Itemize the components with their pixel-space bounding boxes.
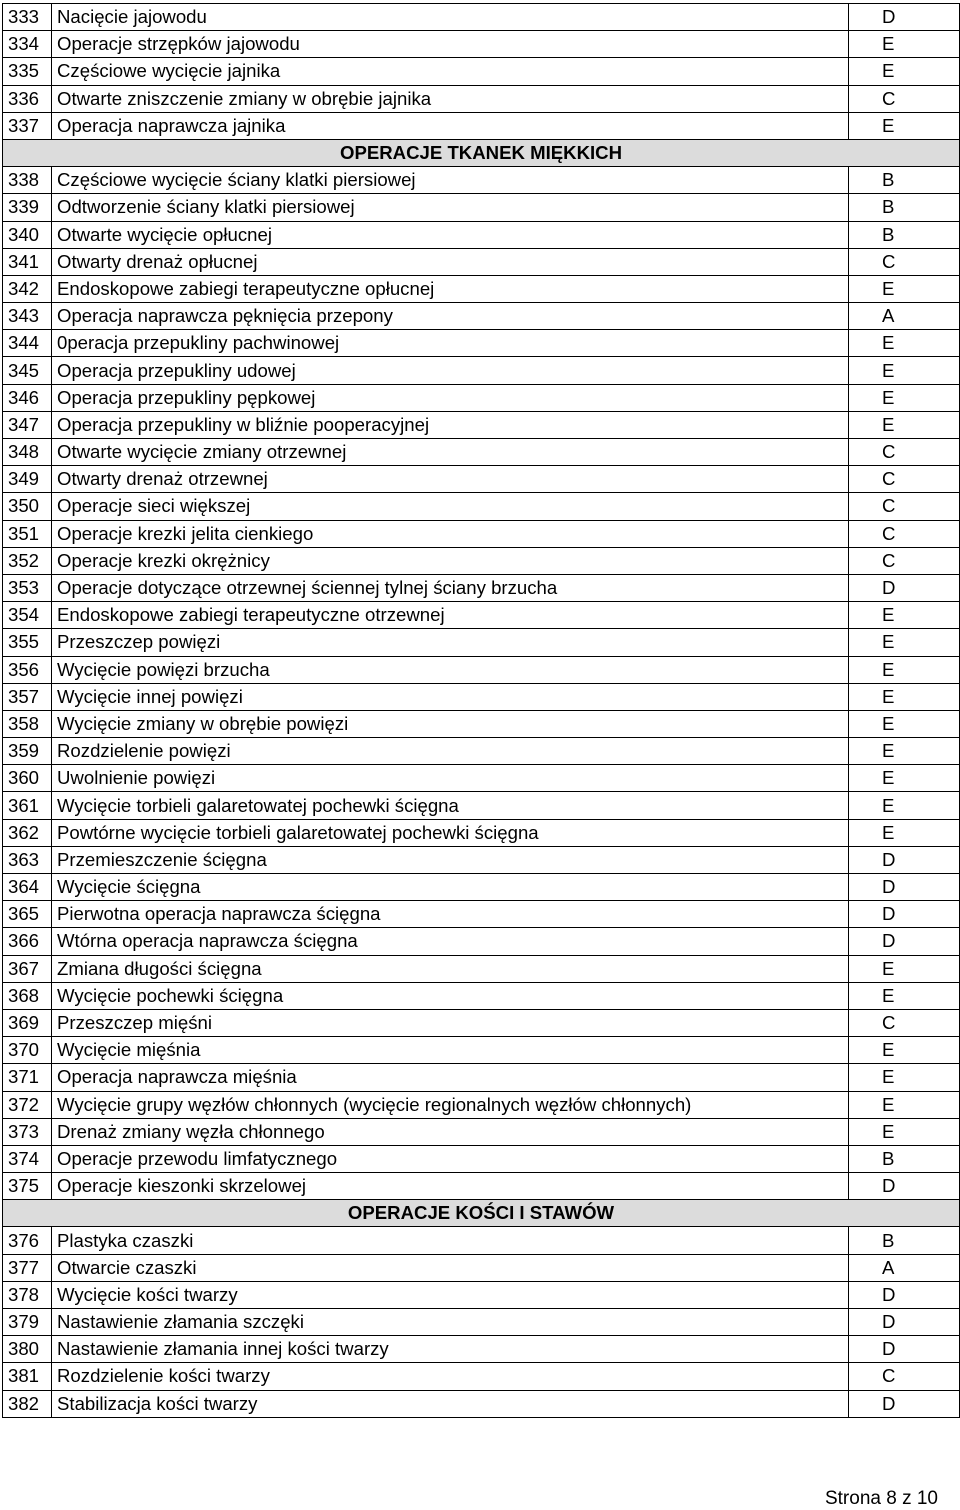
procedure-category: E — [849, 1118, 960, 1145]
procedure-name: Wycięcie mięśnia — [52, 1037, 849, 1064]
procedure-category: B — [849, 1227, 960, 1254]
procedure-name: Otwarte zniszczenie zmiany w obrębie jajnika — [52, 85, 849, 112]
procedure-name: Wycięcie ścięgna — [52, 874, 849, 901]
procedure-number: 343 — [3, 303, 52, 330]
procedure-number: 366 — [3, 928, 52, 955]
table-row — [3, 738, 960, 765]
procedure-category: E — [849, 629, 960, 656]
table-row — [3, 221, 960, 248]
procedure-name: Wycięcie torbieli galaretowatej pochewki ścięgna — [52, 792, 849, 819]
table-row — [3, 1281, 960, 1308]
procedure-category: E — [849, 656, 960, 683]
procedure-number: 342 — [3, 275, 52, 302]
procedure-number: 378 — [3, 1281, 52, 1308]
procedure-number: 362 — [3, 819, 52, 846]
procedure-category: D — [849, 1173, 960, 1200]
procedure-number: 363 — [3, 846, 52, 873]
table-row — [3, 248, 960, 275]
procedure-name: Odtworzenie ściany klatki piersiowej — [52, 194, 849, 221]
procedure-name: Operacje krezki okrężnicy — [52, 547, 849, 574]
table-row — [3, 303, 960, 330]
procedure-name: Operacje dotyczące otrzewnej ściennej tylnej ściany brzucha — [52, 574, 849, 601]
table-row — [3, 520, 960, 547]
procedure-name: Nastawienie złamania innej kości twarzy — [52, 1336, 849, 1363]
procedure-category: E — [849, 58, 960, 85]
table-row — [3, 901, 960, 928]
table-row — [3, 1064, 960, 1091]
procedure-category: E — [849, 1037, 960, 1064]
procedure-number: 356 — [3, 656, 52, 683]
procedure-name: Uwolnienie powięzi — [52, 765, 849, 792]
procedure-name: Nacięcie jajowodu — [52, 4, 849, 31]
procedure-number: 357 — [3, 683, 52, 710]
procedure-name: Powtórne wycięcie torbieli galaretowatej pochewki ścięgna — [52, 819, 849, 846]
table-row — [3, 574, 960, 601]
procedure-name: Operacje strzępków jajowodu — [52, 31, 849, 58]
procedure-number: 339 — [3, 194, 52, 221]
procedure-number: 348 — [3, 439, 52, 466]
procedure-number: 372 — [3, 1091, 52, 1118]
table-row — [3, 982, 960, 1009]
procedure-category: B — [849, 221, 960, 248]
procedures-table — [2, 3, 960, 1418]
procedure-name: Zmiana długości ścięgna — [52, 955, 849, 982]
table-row — [3, 4, 960, 31]
procedure-number: 370 — [3, 1037, 52, 1064]
table-row — [3, 656, 960, 683]
table-row — [3, 1009, 960, 1036]
table-row — [3, 384, 960, 411]
procedure-category: E — [849, 1091, 960, 1118]
procedure-category: A — [849, 1254, 960, 1281]
section-header-row — [3, 139, 960, 166]
table-row — [3, 112, 960, 139]
procedure-category: C — [849, 547, 960, 574]
procedure-category: D — [849, 874, 960, 901]
procedure-name: 0peracja przepukliny pachwinowej — [52, 330, 849, 357]
procedure-name: Wtórna operacja naprawcza ścięgna — [52, 928, 849, 955]
procedure-category: D — [849, 928, 960, 955]
procedure-name: Wycięcie powięzi brzucha — [52, 656, 849, 683]
procedure-number: 354 — [3, 602, 52, 629]
procedure-name: Otwarcie czaszki — [52, 1254, 849, 1281]
procedure-number: 335 — [3, 58, 52, 85]
procedure-number: 333 — [3, 4, 52, 31]
procedure-name: Operacje kieszonki skrzelowej — [52, 1173, 849, 1200]
table-row — [3, 58, 960, 85]
procedure-category: E — [849, 683, 960, 710]
procedure-name: Otwarte wycięcie opłucnej — [52, 221, 849, 248]
procedure-name: Operacja naprawcza jajnika — [52, 112, 849, 139]
table-row — [3, 846, 960, 873]
procedure-name: Endoskopowe zabiegi terapeutyczne otrzewnej — [52, 602, 849, 629]
procedure-category: B — [849, 167, 960, 194]
procedure-number: 341 — [3, 248, 52, 275]
procedure-category: E — [849, 982, 960, 1009]
procedure-number: 352 — [3, 547, 52, 574]
procedure-name: Stabilizacja kości twarzy — [52, 1390, 849, 1417]
procedure-number: 338 — [3, 167, 52, 194]
table-row — [3, 1118, 960, 1145]
procedure-number: 347 — [3, 411, 52, 438]
procedure-name: Plastyka czaszki — [52, 1227, 849, 1254]
table-row — [3, 765, 960, 792]
table-row — [3, 792, 960, 819]
procedure-category: C — [849, 1009, 960, 1036]
procedure-number: 382 — [3, 1390, 52, 1417]
procedure-number: 374 — [3, 1145, 52, 1172]
table-row — [3, 928, 960, 955]
procedure-category: A — [849, 303, 960, 330]
procedure-number: 368 — [3, 982, 52, 1009]
procedure-category: C — [849, 1363, 960, 1390]
procedure-category: D — [849, 1281, 960, 1308]
procedure-category: E — [849, 275, 960, 302]
procedure-category: C — [849, 85, 960, 112]
procedure-name: Wycięcie kości twarzy — [52, 1281, 849, 1308]
page-number: Strona 8 z 10 — [824, 1488, 938, 1509]
procedure-category: E — [849, 411, 960, 438]
procedure-number: 353 — [3, 574, 52, 601]
procedure-name: Operacje sieci większej — [52, 493, 849, 520]
table-row — [3, 1363, 960, 1390]
procedure-category: D — [849, 1309, 960, 1336]
table-row — [3, 411, 960, 438]
procedure-name: Otwarty drenaż opłucnej — [52, 248, 849, 275]
procedure-number: 361 — [3, 792, 52, 819]
procedure-name: Rozdzielenie powięzi — [52, 738, 849, 765]
procedure-category: E — [849, 384, 960, 411]
procedure-name: Operacja przepukliny pępkowej — [52, 384, 849, 411]
section-title: OPERACJE TKANEK MIĘKKICH — [3, 139, 960, 166]
procedure-name: Pierwotna operacja naprawcza ścięgna — [52, 901, 849, 928]
procedure-number: 375 — [3, 1173, 52, 1200]
procedure-number: 376 — [3, 1227, 52, 1254]
procedure-name: Częściowe wycięcie ściany klatki piersiowej — [52, 167, 849, 194]
procedure-number: 365 — [3, 901, 52, 928]
table-row — [3, 819, 960, 846]
procedure-category: E — [849, 819, 960, 846]
table-row — [3, 1145, 960, 1172]
section-header-row — [3, 1200, 960, 1227]
procedure-name: Otwarty drenaż otrzewnej — [52, 466, 849, 493]
procedure-category: C — [849, 248, 960, 275]
procedure-number: 373 — [3, 1118, 52, 1145]
table-row — [3, 167, 960, 194]
procedure-name: Przemieszczenie ścięgna — [52, 846, 849, 873]
procedure-category: D — [849, 1390, 960, 1417]
procedure-name: Otwarte wycięcie zmiany otrzewnej — [52, 439, 849, 466]
procedure-number: 358 — [3, 710, 52, 737]
procedure-number: 359 — [3, 738, 52, 765]
procedure-name: Wycięcie pochewki ścięgna — [52, 982, 849, 1009]
procedure-category: D — [849, 901, 960, 928]
procedure-category: D — [849, 846, 960, 873]
procedure-number: 349 — [3, 466, 52, 493]
table-row — [3, 629, 960, 656]
procedure-number: 344 — [3, 330, 52, 357]
table-row — [3, 683, 960, 710]
procedure-category: E — [849, 955, 960, 982]
procedure-number: 355 — [3, 629, 52, 656]
procedure-number: 350 — [3, 493, 52, 520]
procedure-name: Operacje krezki jelita cienkiego — [52, 520, 849, 547]
procedure-category: C — [849, 439, 960, 466]
table-row — [3, 439, 960, 466]
procedure-number: 351 — [3, 520, 52, 547]
procedure-category: C — [849, 493, 960, 520]
procedure-number: 377 — [3, 1254, 52, 1281]
procedure-category: D — [849, 4, 960, 31]
procedure-category: E — [849, 792, 960, 819]
procedure-number: 360 — [3, 765, 52, 792]
procedure-number: 369 — [3, 1009, 52, 1036]
procedure-category: B — [849, 1145, 960, 1172]
procedure-name: Przeszczep powięzi — [52, 629, 849, 656]
procedure-category: E — [849, 31, 960, 58]
table-row — [3, 1254, 960, 1281]
table-row — [3, 1173, 960, 1200]
procedure-category: E — [849, 330, 960, 357]
procedure-name: Endoskopowe zabiegi terapeutyczne opłucnej — [52, 275, 849, 302]
table-row — [3, 602, 960, 629]
procedure-category: D — [849, 1336, 960, 1363]
procedure-number: 334 — [3, 31, 52, 58]
procedure-category: E — [849, 738, 960, 765]
table-row — [3, 194, 960, 221]
table-row — [3, 357, 960, 384]
procedure-category: B — [849, 194, 960, 221]
procedure-name: Operacje przewodu limfatycznego — [52, 1145, 849, 1172]
procedure-number: 379 — [3, 1309, 52, 1336]
table-row — [3, 466, 960, 493]
table-row — [3, 493, 960, 520]
table-row — [3, 1309, 960, 1336]
procedure-category: E — [849, 710, 960, 737]
table-row — [3, 710, 960, 737]
procedure-category: E — [849, 765, 960, 792]
procedure-category: C — [849, 466, 960, 493]
table-row — [3, 1091, 960, 1118]
table-row — [3, 275, 960, 302]
procedure-name: Operacja przepukliny w bliźnie pooperacyjnej — [52, 411, 849, 438]
table-row — [3, 330, 960, 357]
table-row — [3, 85, 960, 112]
table-row — [3, 1336, 960, 1363]
procedure-number: 346 — [3, 384, 52, 411]
procedure-number: 340 — [3, 221, 52, 248]
procedure-name: Operacja naprawcza mięśnia — [52, 1064, 849, 1091]
procedure-category: E — [849, 112, 960, 139]
procedure-name: Przeszczep mięśni — [52, 1009, 849, 1036]
procedure-name: Wycięcie grupy węzłów chłonnych (wycięcie regionalnych węzłów chłonnych) — [52, 1091, 849, 1118]
table-row — [3, 31, 960, 58]
procedure-name: Rozdzielenie kości twarzy — [52, 1363, 849, 1390]
procedure-category: C — [849, 520, 960, 547]
table-row — [3, 874, 960, 901]
procedure-number: 380 — [3, 1336, 52, 1363]
table-row — [3, 955, 960, 982]
procedure-category: E — [849, 602, 960, 629]
table-row — [3, 1390, 960, 1417]
table-row — [3, 1227, 960, 1254]
procedure-name: Drenaż zmiany węzła chłonnego — [52, 1118, 849, 1145]
procedure-name: Nastawienie złamania szczęki — [52, 1309, 849, 1336]
procedure-name: Operacja naprawcza pęknięcia przepony — [52, 303, 849, 330]
procedure-category: E — [849, 1064, 960, 1091]
procedure-number: 367 — [3, 955, 52, 982]
procedure-number: 371 — [3, 1064, 52, 1091]
procedure-category: D — [849, 574, 960, 601]
procedure-number: 364 — [3, 874, 52, 901]
procedure-number: 345 — [3, 357, 52, 384]
procedure-name: Wycięcie zmiany w obrębie powięzi — [52, 710, 849, 737]
table-row — [3, 1037, 960, 1064]
procedure-category: E — [849, 357, 960, 384]
procedure-number: 337 — [3, 112, 52, 139]
section-title: OPERACJE KOŚCI I STAWÓW — [3, 1200, 960, 1227]
procedure-name: Operacja przepukliny udowej — [52, 357, 849, 384]
procedure-number: 336 — [3, 85, 52, 112]
procedure-name: Częściowe wycięcie jajnika — [52, 58, 849, 85]
procedure-name: Wycięcie innej powięzi — [52, 683, 849, 710]
table-row — [3, 547, 960, 574]
procedure-number: 381 — [3, 1363, 52, 1390]
